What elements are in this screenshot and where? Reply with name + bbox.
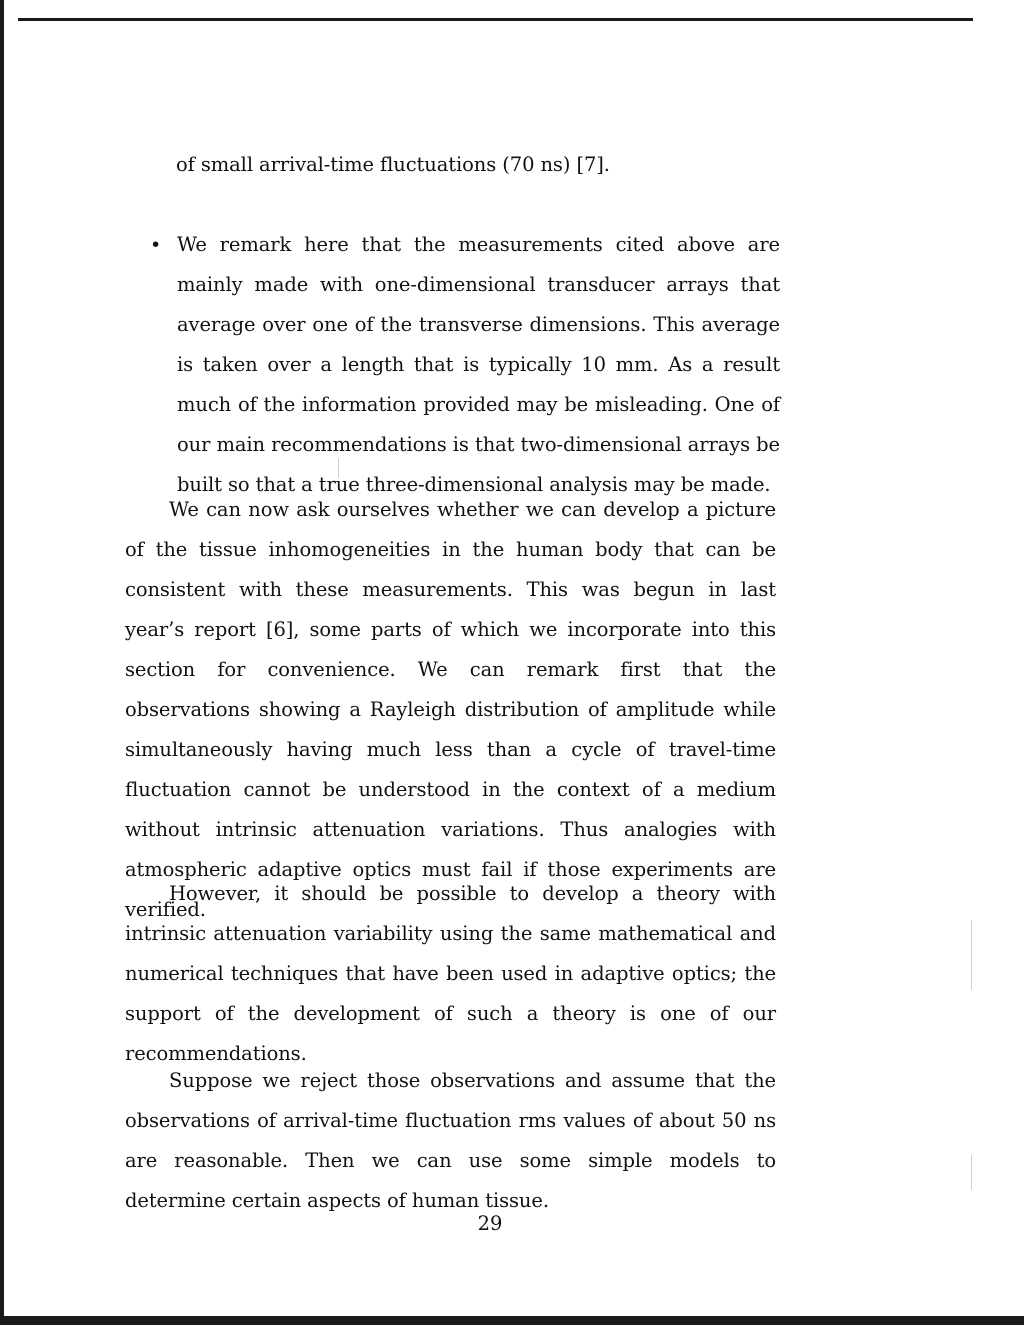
body-paragraph: We can now ask ourselves whether we can develop a picture of the tissue inhomogeneities in the human body that can be consistent with these measurements. This was begun in last year’s report [6], some parts of which we incorporate into this section for convenience. We can remark first that the observations showing a Rayleigh distribution of amplitude while simultaneously having much less than a cycle of travel-time fluctuation cannot be understood in the context of a medium without intrinsic attenuation variations. Thus analogies with atmospheric adaptive optics must fail if those experiments are verified. xyxy=(125,498,776,921)
continuation-line: of small arrival-time fluctuations (70 ns) [7]. xyxy=(176,153,610,176)
scan-artifact-line xyxy=(971,920,972,990)
body-paragraph: Suppose we reject those observations and assume that the observations of arrival-time fluctuation rms values of about 50 ns are reasonable. Then we can use some simple models to determine certain aspects of human tissue. xyxy=(125,1069,776,1212)
bullet-icon: • xyxy=(150,234,162,256)
scan-bottom-edge xyxy=(0,1316,1024,1325)
top-rule xyxy=(18,18,973,21)
scan-left-edge xyxy=(0,0,4,1325)
page-number: 29 xyxy=(477,1212,503,1235)
body-paragraph: However, it should be possible to develop a theory with intrinsic attenuation variability using the same mathematical and numerical techniques that have been used in adaptive optics; the support of the development of such a theory is one of our recommendations. xyxy=(125,882,776,1065)
bullet-item xyxy=(150,225,780,505)
bullet-text: We remark here that the measurements cited above are mainly made with one-dimensional transducer arrays that average over one of the transverse dimensions. This average is taken over a length that is typically 10 mm. As a result much of the information provided may be misleading. One of our main recommendations is that two-dimensional arrays be built so that a true three-dimensional analysis may be made. xyxy=(177,233,780,496)
scan-artifact-line xyxy=(971,1155,972,1190)
